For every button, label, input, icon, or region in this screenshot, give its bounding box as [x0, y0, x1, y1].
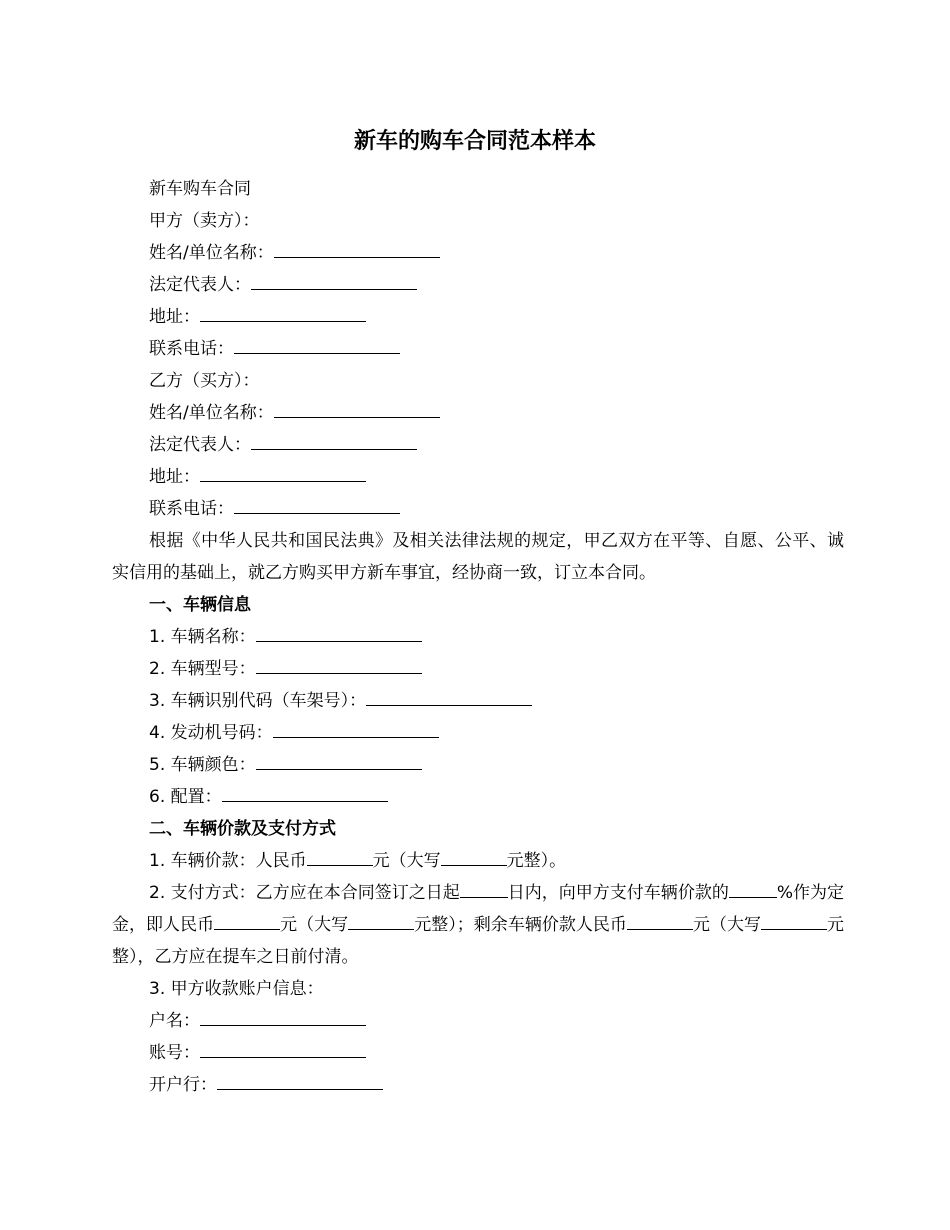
configuration-field: 6. 配置：: [112, 781, 844, 813]
party-b-phone-blank[interactable]: [234, 496, 400, 514]
party-a-representative-blank[interactable]: [251, 272, 417, 290]
party-a-name-blank[interactable]: [274, 240, 440, 258]
price-amount-blank[interactable]: [307, 848, 373, 866]
section-vehicle-info-heading: 一、车辆信息: [149, 595, 251, 615]
party-b-representative-blank[interactable]: [251, 432, 417, 450]
party-a-name-field: 姓名/单位名称：: [112, 237, 844, 269]
party-b-address-field: 地址：: [112, 461, 844, 493]
party-b-name-blank[interactable]: [274, 400, 440, 418]
vehicle-vin-field: 3. 车辆识别代码（车架号）：: [112, 685, 844, 717]
vehicle-name-field: 1. 车辆名称：: [112, 621, 844, 653]
account-bank-blank[interactable]: [217, 1072, 383, 1090]
vehicle-color-blank[interactable]: [256, 752, 422, 770]
vehicle-price-field: 1. 车辆价款：人民币 元（大写 元整）。: [112, 845, 844, 877]
price-uppercase-blank[interactable]: [441, 848, 507, 866]
vehicle-name-blank[interactable]: [256, 624, 422, 642]
party-b-address-blank[interactable]: [200, 464, 366, 482]
document-body: [112, 173, 844, 1101]
party-a-representative-field: 法定代表人：: [112, 269, 844, 301]
party-b-heading: 乙方（买方）：: [149, 371, 260, 391]
account-info-heading: 3. 甲方收款账户信息：: [149, 979, 324, 999]
account-name-field: 户名：: [112, 1005, 844, 1037]
party-a-phone-blank[interactable]: [234, 336, 400, 354]
deposit-uppercase-blank[interactable]: [348, 912, 414, 930]
engine-number-field: 4. 发动机号码：: [112, 717, 844, 749]
vehicle-vin-blank[interactable]: [366, 688, 532, 706]
account-number-field: 账号：: [112, 1037, 844, 1069]
section-price-payment-heading: 二、车辆价款及支付方式: [149, 819, 336, 839]
vehicle-model-blank[interactable]: [256, 656, 422, 674]
party-b-phone-field: 联系电话：: [112, 493, 844, 525]
account-number-blank[interactable]: [200, 1040, 366, 1058]
intro-paragraph: 根据《中华人民共和国民法典》及相关法律法规的规定，甲乙双方在平等、自愿、公平、诚实信用的基础上，就乙方购买甲方新车事宜，经协商一致，订立本合同。: [112, 531, 844, 583]
party-b-name-field: 姓名/单位名称：: [112, 397, 844, 429]
account-name-blank[interactable]: [200, 1008, 366, 1026]
party-a-heading: 甲方（卖方）：: [149, 211, 260, 231]
deposit-amount-blank[interactable]: [214, 912, 280, 930]
balance-uppercase-blank[interactable]: [761, 912, 827, 930]
balance-amount-blank[interactable]: [627, 912, 693, 930]
vehicle-model-field: 2. 车辆型号：: [112, 653, 844, 685]
document-title: 新车的购车合同范本样本: [353, 129, 596, 154]
contract-name: 新车购车合同: [149, 179, 251, 199]
engine-number-blank[interactable]: [273, 720, 439, 738]
party-a-address-blank[interactable]: [200, 304, 366, 322]
party-a-address-field: 地址：: [112, 301, 844, 333]
vehicle-color-field: 5. 车辆颜色：: [112, 749, 844, 781]
deposit-percent-blank[interactable]: [729, 880, 777, 898]
payment-method-paragraph: 2. 支付方式：乙方应在本合同签订之日起 日内，向甲方支付车辆价款的 %作为定金，即人民币 元（大写 元整）；剩余车辆价款人民币 元（大写 元整），乙方应在提车之日前付清。: [112, 877, 844, 973]
party-a-phone-field: 联系电话：: [112, 333, 844, 365]
account-bank-field: 开户行：: [112, 1069, 844, 1101]
configuration-blank[interactable]: [222, 784, 388, 802]
party-b-representative-field: 法定代表人：: [112, 429, 844, 461]
payment-days-blank[interactable]: [460, 880, 508, 898]
